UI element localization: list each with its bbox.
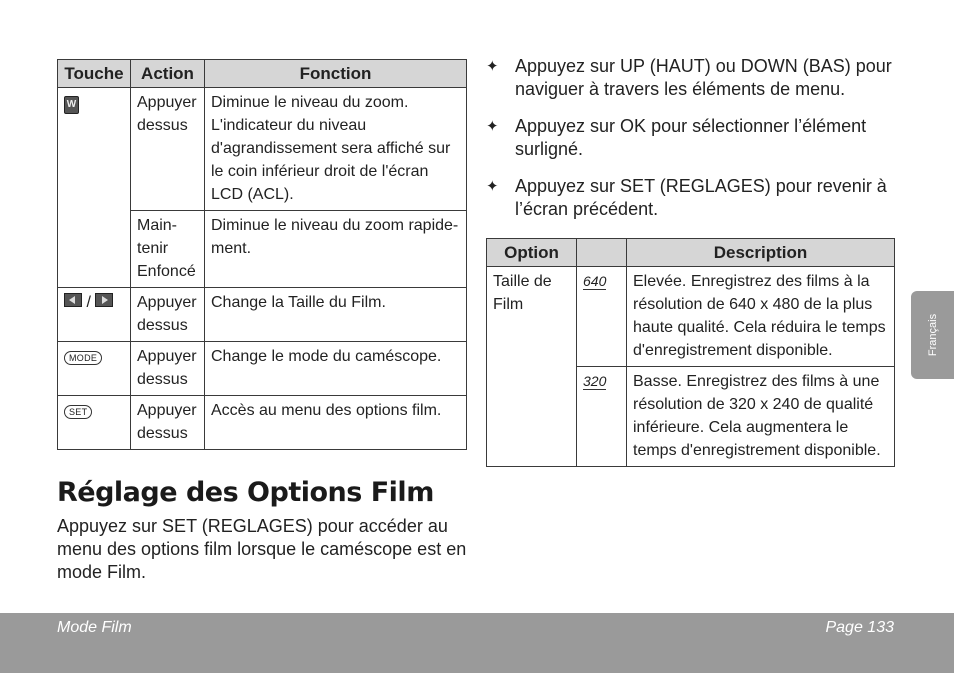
instruction-list: [486, 55, 906, 235]
header-description: Description: [627, 239, 895, 267]
action-cell: [131, 342, 205, 396]
action-cell: [131, 88, 205, 211]
description-text: Basse. Enregistrez des films à une résolution de 320 x 240 de qualité inférieure. Cela augmentera le temps d'enregistrement disponible.: [633, 373, 881, 459]
action-text: Main-tenir Enfoncé: [137, 217, 196, 280]
key-cell: [58, 396, 131, 450]
function-cell: [205, 342, 467, 396]
action-cell: [131, 396, 205, 450]
zoom-out-w-icon: W: [64, 96, 79, 114]
header-key: Touche: [58, 60, 131, 88]
table-row: [487, 267, 895, 367]
mode-button-icon: MODE: [64, 351, 102, 365]
resolution-640-icon: 640: [583, 273, 607, 289]
set-button-icon: SET: [64, 405, 92, 419]
icon-cell: [577, 267, 627, 367]
list-item: [486, 115, 906, 161]
right-arrow-icon: [95, 293, 113, 307]
key-cell: [58, 288, 131, 342]
action-text: Appuyer dessus: [137, 294, 197, 334]
action-text: Appuyer dessus: [137, 94, 197, 134]
section-title: Réglage des Options Film: [57, 477, 434, 508]
key-cell: [58, 342, 131, 396]
header-option: Option: [487, 239, 577, 267]
function-text: Diminue le niveau du zoom. L'indicateur du niveau d'agrandissement sera affiché sur le coin inférieur droit de l'écran LCD (ACL).: [211, 94, 451, 203]
table-row: [58, 88, 467, 211]
function-text: Change la Taille du Film.: [211, 294, 386, 311]
function-cell: [205, 288, 467, 342]
function-cell: [205, 211, 467, 288]
key-function-table: [57, 59, 467, 450]
page-number: Page 133: [825, 619, 894, 636]
action-cell: [131, 211, 205, 288]
description-cell: [627, 367, 895, 467]
section-intro: Appuyez sur SET (REGLAGES) pour accéder au menu des options film lorsque le caméscope est en mode Film.: [57, 516, 467, 582]
list-item-text: Appuyez sur SET (REGLAGES) pour revenir à l’écran précédent.: [515, 176, 887, 219]
resolution-320-icon: 320: [583, 373, 607, 389]
option-cell: [487, 267, 577, 467]
page-footer: [0, 613, 954, 673]
description-text: Elevée. Enregistrez des films à la résolution de 640 x 480 de la plus haute qualité. Cela réduira le temps d'enregistrement disponible.: [633, 273, 886, 359]
option-description-table: [486, 238, 895, 467]
footer-section-name: Mode Film: [57, 619, 132, 636]
action-text: Appuyer dessus: [137, 348, 197, 388]
function-text: Change le mode du caméscope.: [211, 348, 442, 365]
function-text: Accès au menu des options film.: [211, 402, 442, 419]
star-bullet-icon: ✦: [486, 178, 499, 195]
table-row: [58, 396, 467, 450]
option-name: Taille de Film: [493, 273, 552, 313]
key-cell: [58, 88, 131, 288]
table-header-row: [58, 60, 467, 88]
left-arrow-icon: [64, 293, 82, 307]
language-label: Français: [926, 313, 939, 357]
table-row: [58, 288, 467, 342]
action-text: Appuyer dessus: [137, 402, 197, 442]
star-bullet-icon: ✦: [486, 58, 499, 75]
header-icon: [577, 239, 627, 267]
list-item: [486, 55, 906, 101]
icon-cell: [577, 367, 627, 467]
table-row: [58, 342, 467, 396]
table-header-row: [487, 239, 895, 267]
language-tab: [911, 291, 954, 379]
list-item: [486, 175, 906, 221]
list-item-text: Appuyez sur OK pour sélectionner l’élément surligné.: [515, 116, 867, 159]
function-text: Diminue le niveau du zoom rapide-ment.: [211, 217, 459, 257]
list-item-text: Appuyez sur UP (HAUT) ou DOWN (BAS) pour naviguer à travers les éléments de menu.: [515, 56, 892, 99]
function-cell: [205, 88, 467, 211]
function-cell: [205, 396, 467, 450]
header-action: Action: [131, 60, 205, 88]
header-function: Fonction: [205, 60, 467, 88]
description-cell: [627, 267, 895, 367]
key-separator: /: [86, 294, 91, 311]
action-cell: [131, 288, 205, 342]
star-bullet-icon: ✦: [486, 118, 499, 135]
